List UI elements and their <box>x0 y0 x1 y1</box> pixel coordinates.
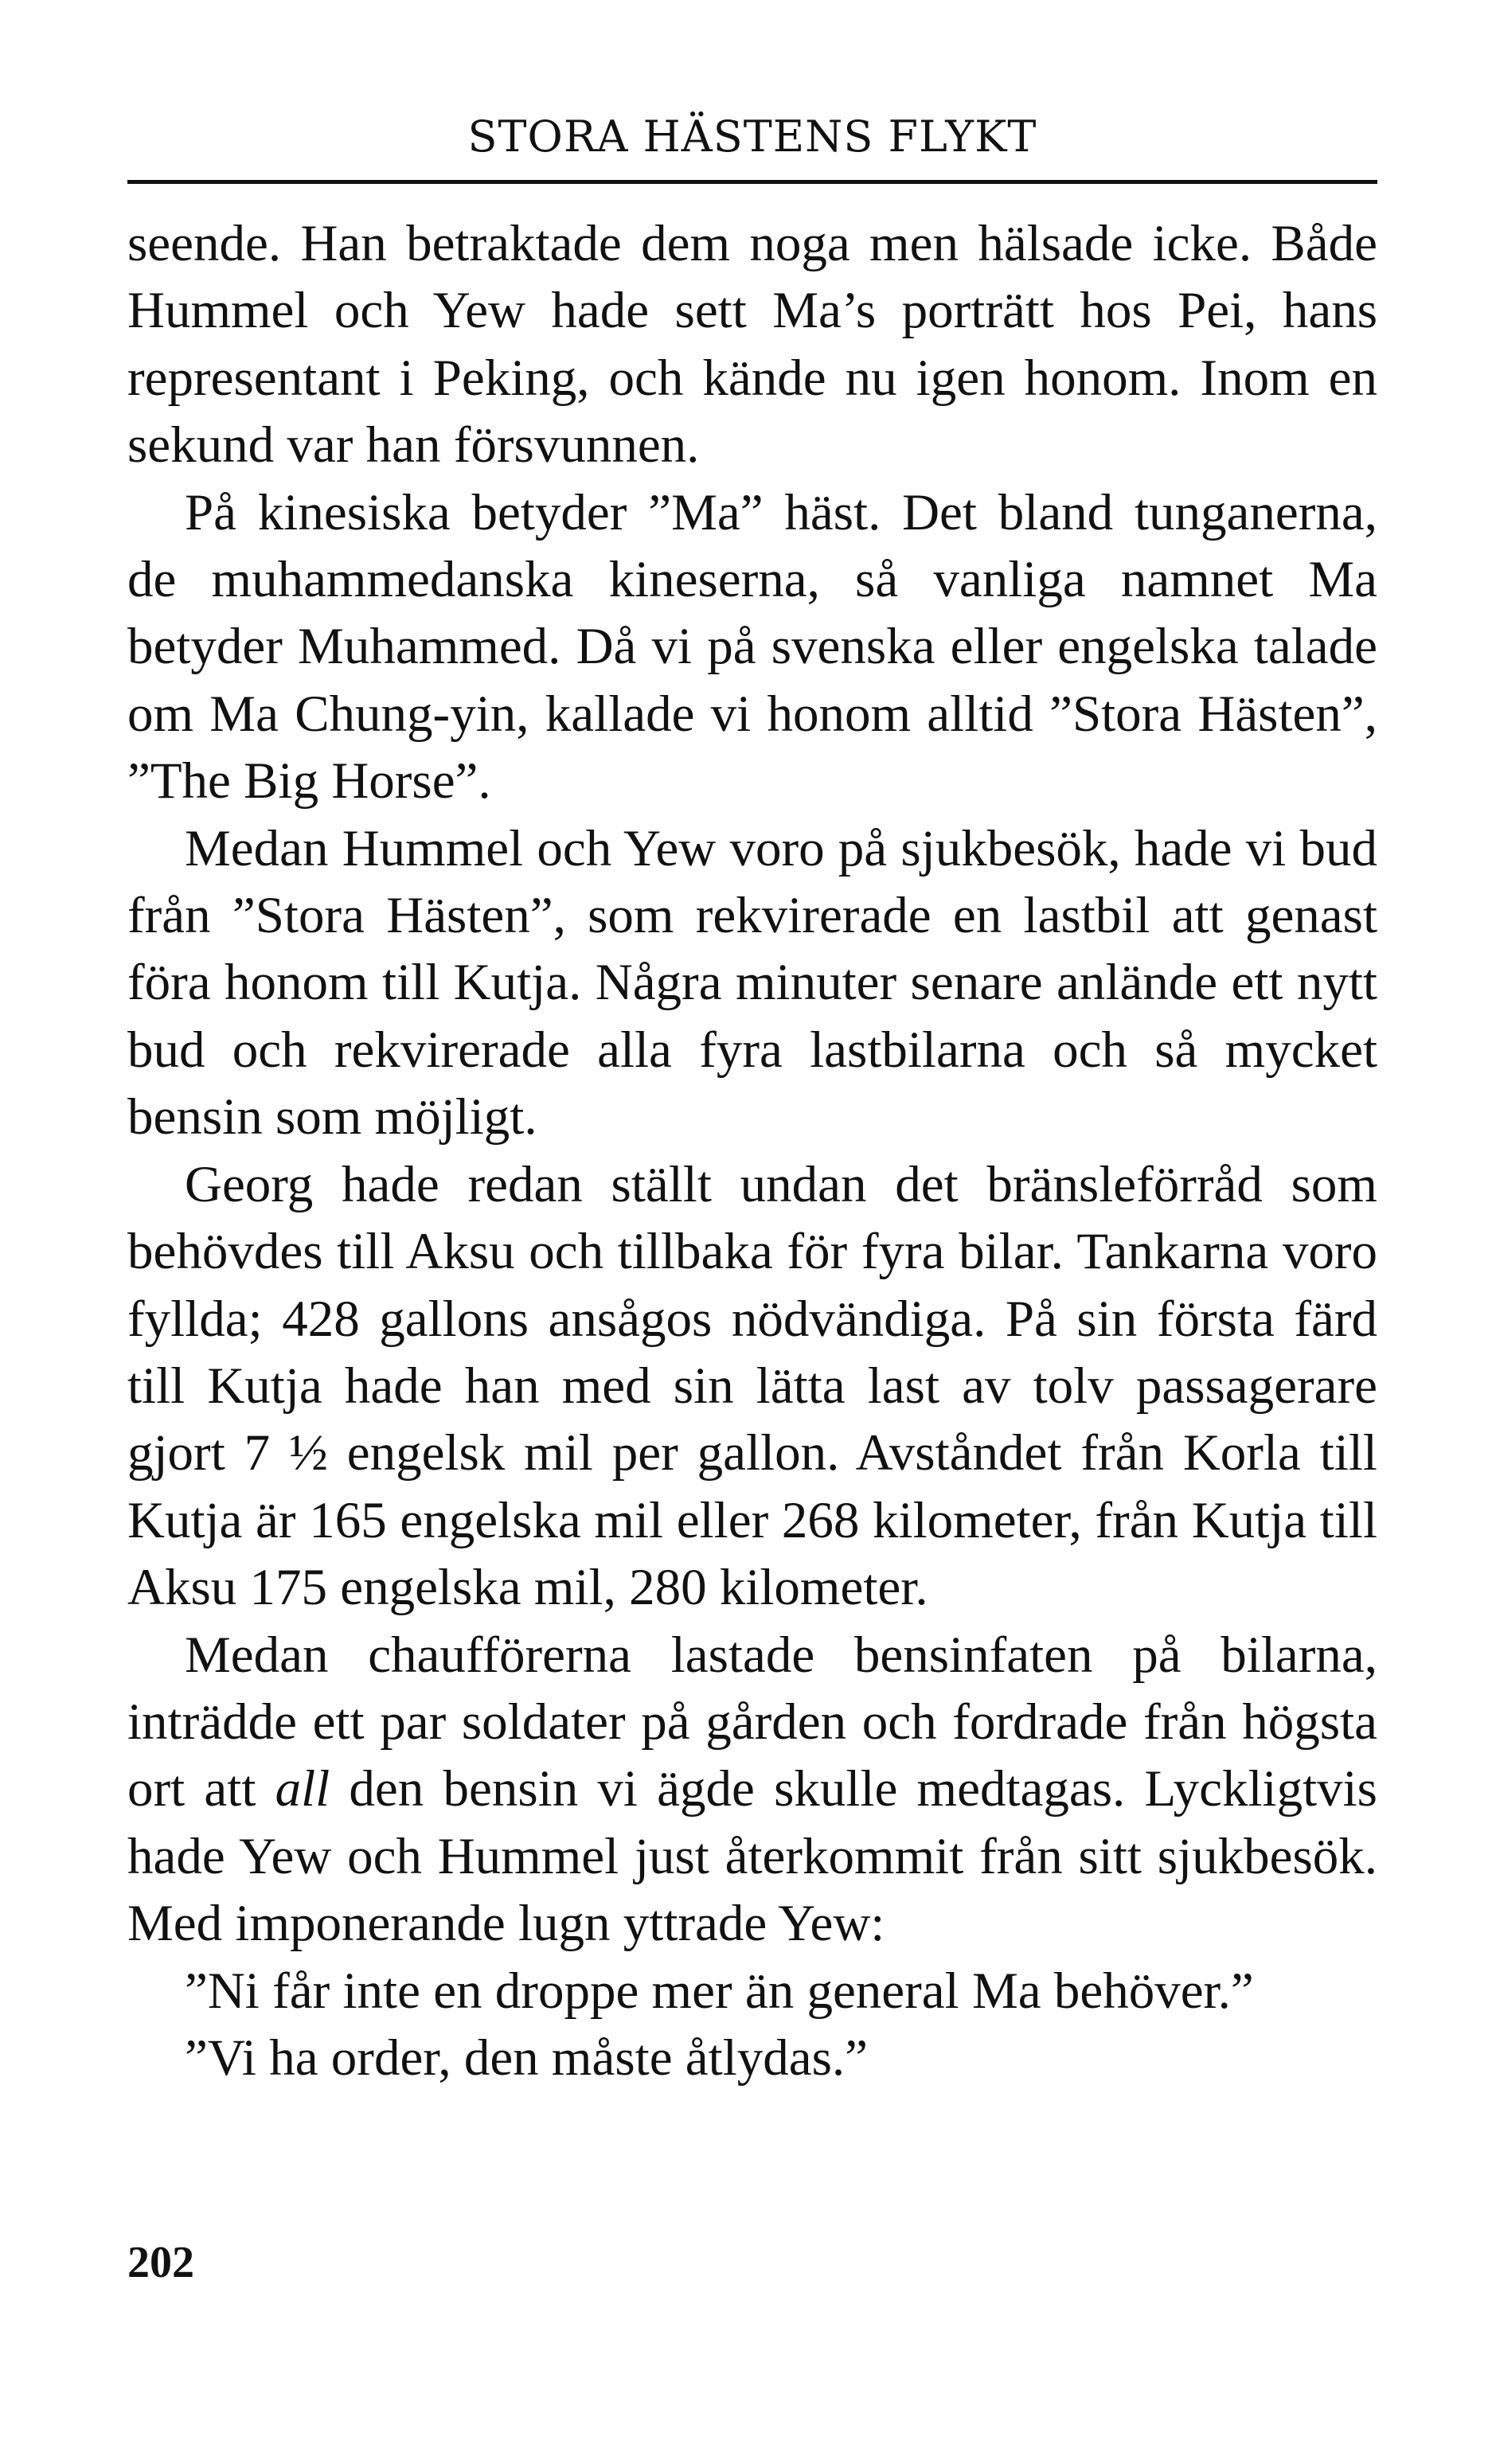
header-rule <box>127 180 1377 184</box>
paragraph-continuation: seende. Han betraktade dem noga men hälsade icke. Både Hummel och Yew hade sett Ma’s porträtt hos Pei, hans representant i Peking, och kände nu igen honom. Inom en sekund var han försvunnen. <box>127 215 1377 474</box>
page-number: 202 <box>127 2238 194 2287</box>
dialogue-line-yew: ”Ni får inte en droppe mer än general Ma behöver.” <box>185 1962 1254 2020</box>
paragraph-ma-meaning: På kinesiska betyder ”Ma” häst. Det bland tunganerna, de muhammedanska kineserna, så vanliga namnet Ma betyder Muhammed. Då vi på svenska eller engelska talade om Ma Chung-yin, kallade vi honom alltid ”Stora Hästen”, ”The Big Horse”. <box>127 483 1377 810</box>
paragraph-truck-requisition: Medan Hummel och Yew voro på sjukbesök, hade vi bud från ”Stora Hästen”, som rekvirerade en lastbil att genast föra honom till Kutja. Några minuter senare anlände ett nytt bud och rekvirerade alla fyra lastbilarna och så mycket bensin som möjligt. <box>127 819 1377 1146</box>
running-head: STORA HÄSTENS FLYKT <box>467 111 1037 162</box>
emphasis-all: all <box>275 1760 330 1818</box>
paragraph-fuel-supply: Georg hade redan ställt undan det bränsleförråd som behövdes till Aksu och tillbaka för fyra bilar. Tankarna voro fyllda; 428 gallons ansågos nödvändiga. På sin första färd till Kutja hade han med sin lätta last av tolv passagerare gjort 7 ½ engelsk mil per gallon. Avståndet från Korla till Kutja är 165 engelska mil eller 268 kilometer, från Kutja till Aksu 175 engelska mil, 280 kilometer. <box>127 1155 1377 1617</box>
dialogue-line-soldiers: ”Vi ha order, den måste åtlydas.” <box>185 2029 869 2087</box>
paragraph-soldiers-demand <box>127 1622 1377 1958</box>
paragraph-soldiers-demand-start: Medan chaufförerna lastade bensinfaten på bilarna, inträdde ett par soldater på gården och fordrade från högsta ort att <box>127 1626 1377 1818</box>
body-text <box>127 210 1377 2091</box>
paragraph-soldiers-demand-end: den bensin vi ägde skulle medtagas. Lyckligtvis hade Yew och Hummel just återkommit från sitt sjukbesök. Med imponerande lugn yttrade Yew: <box>127 1760 1377 1953</box>
